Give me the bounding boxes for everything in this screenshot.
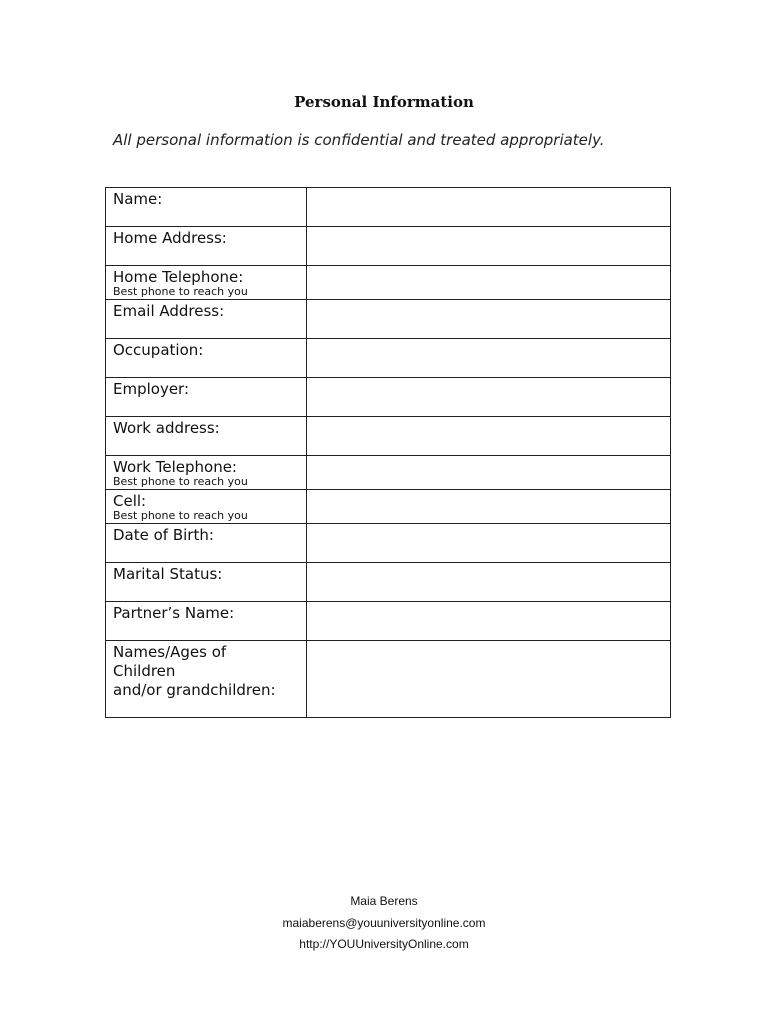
- work-telephone-field[interactable]: [307, 456, 671, 490]
- field-label-employer: [106, 378, 307, 417]
- label-text: Home Address:: [113, 229, 227, 247]
- confidentiality-note: All personal information is confidential and treated appropriately.: [113, 131, 605, 149]
- field-label-date-of-birth: [106, 524, 307, 563]
- footer-website[interactable]: http://YOUUniversityOnline.com: [299, 937, 469, 951]
- table-row: [106, 641, 671, 718]
- label-text: Names/Ages of Children and/or grandchildren:: [113, 643, 276, 699]
- label-text: Employer:: [113, 380, 190, 398]
- label-text: Email Address:: [113, 302, 225, 320]
- table-row: [106, 456, 671, 490]
- name-field[interactable]: [307, 188, 671, 227]
- table-row: [106, 602, 671, 641]
- label-text: Work Telephone:: [113, 458, 237, 476]
- table-row: [106, 378, 671, 417]
- table-row: [106, 563, 671, 602]
- field-label-children: [106, 641, 307, 718]
- field-label-marital-status: [106, 563, 307, 602]
- date-of-birth-field[interactable]: [307, 524, 671, 563]
- personal-info-table: [105, 187, 671, 718]
- table-row: [106, 300, 671, 339]
- email-address-field[interactable]: [307, 300, 671, 339]
- table-row: [106, 417, 671, 456]
- employer-field[interactable]: [307, 378, 671, 417]
- cell-field[interactable]: [307, 490, 671, 524]
- table-row: [106, 490, 671, 524]
- label-text: Cell:: [113, 492, 147, 510]
- label-text: Marital Status:: [113, 565, 223, 583]
- children-field[interactable]: [307, 641, 671, 718]
- label-note: Best phone to reach you: [113, 285, 248, 298]
- occupation-field[interactable]: [307, 339, 671, 378]
- footer-name: Maia Berens: [350, 894, 418, 908]
- footer-email[interactable]: maiaberens@youuniversityonline.com: [282, 916, 486, 930]
- field-label-home-address: [106, 227, 307, 266]
- table-row: [106, 339, 671, 378]
- table-row: [106, 524, 671, 563]
- label-text: Date of Birth:: [113, 526, 214, 544]
- label-text: Partner’s Name:: [113, 604, 235, 622]
- field-label-home-telephone: [106, 266, 307, 300]
- label-text: Work address:: [113, 419, 220, 437]
- label-text: Home Telephone:: [113, 268, 244, 286]
- field-label-cell: [106, 490, 307, 524]
- home-telephone-field[interactable]: [307, 266, 671, 300]
- label-text: Occupation:: [113, 341, 204, 359]
- table-row: [106, 227, 671, 266]
- field-label-work-address: [106, 417, 307, 456]
- partners-name-field[interactable]: [307, 602, 671, 641]
- field-label-work-telephone: [106, 456, 307, 490]
- label-note: Best phone to reach you: [113, 509, 248, 522]
- work-address-field[interactable]: [307, 417, 671, 456]
- field-label-name: [106, 188, 307, 227]
- marital-status-field[interactable]: [307, 563, 671, 602]
- field-label-partners-name: [106, 602, 307, 641]
- field-label-occupation: [106, 339, 307, 378]
- table-row: [106, 188, 671, 227]
- home-address-field[interactable]: [307, 227, 671, 266]
- page-title: Personal Information: [294, 93, 474, 111]
- label-text: Name:: [113, 190, 163, 208]
- table-row: [106, 266, 671, 300]
- field-label-email-address: [106, 300, 307, 339]
- label-note: Best phone to reach you: [113, 475, 248, 488]
